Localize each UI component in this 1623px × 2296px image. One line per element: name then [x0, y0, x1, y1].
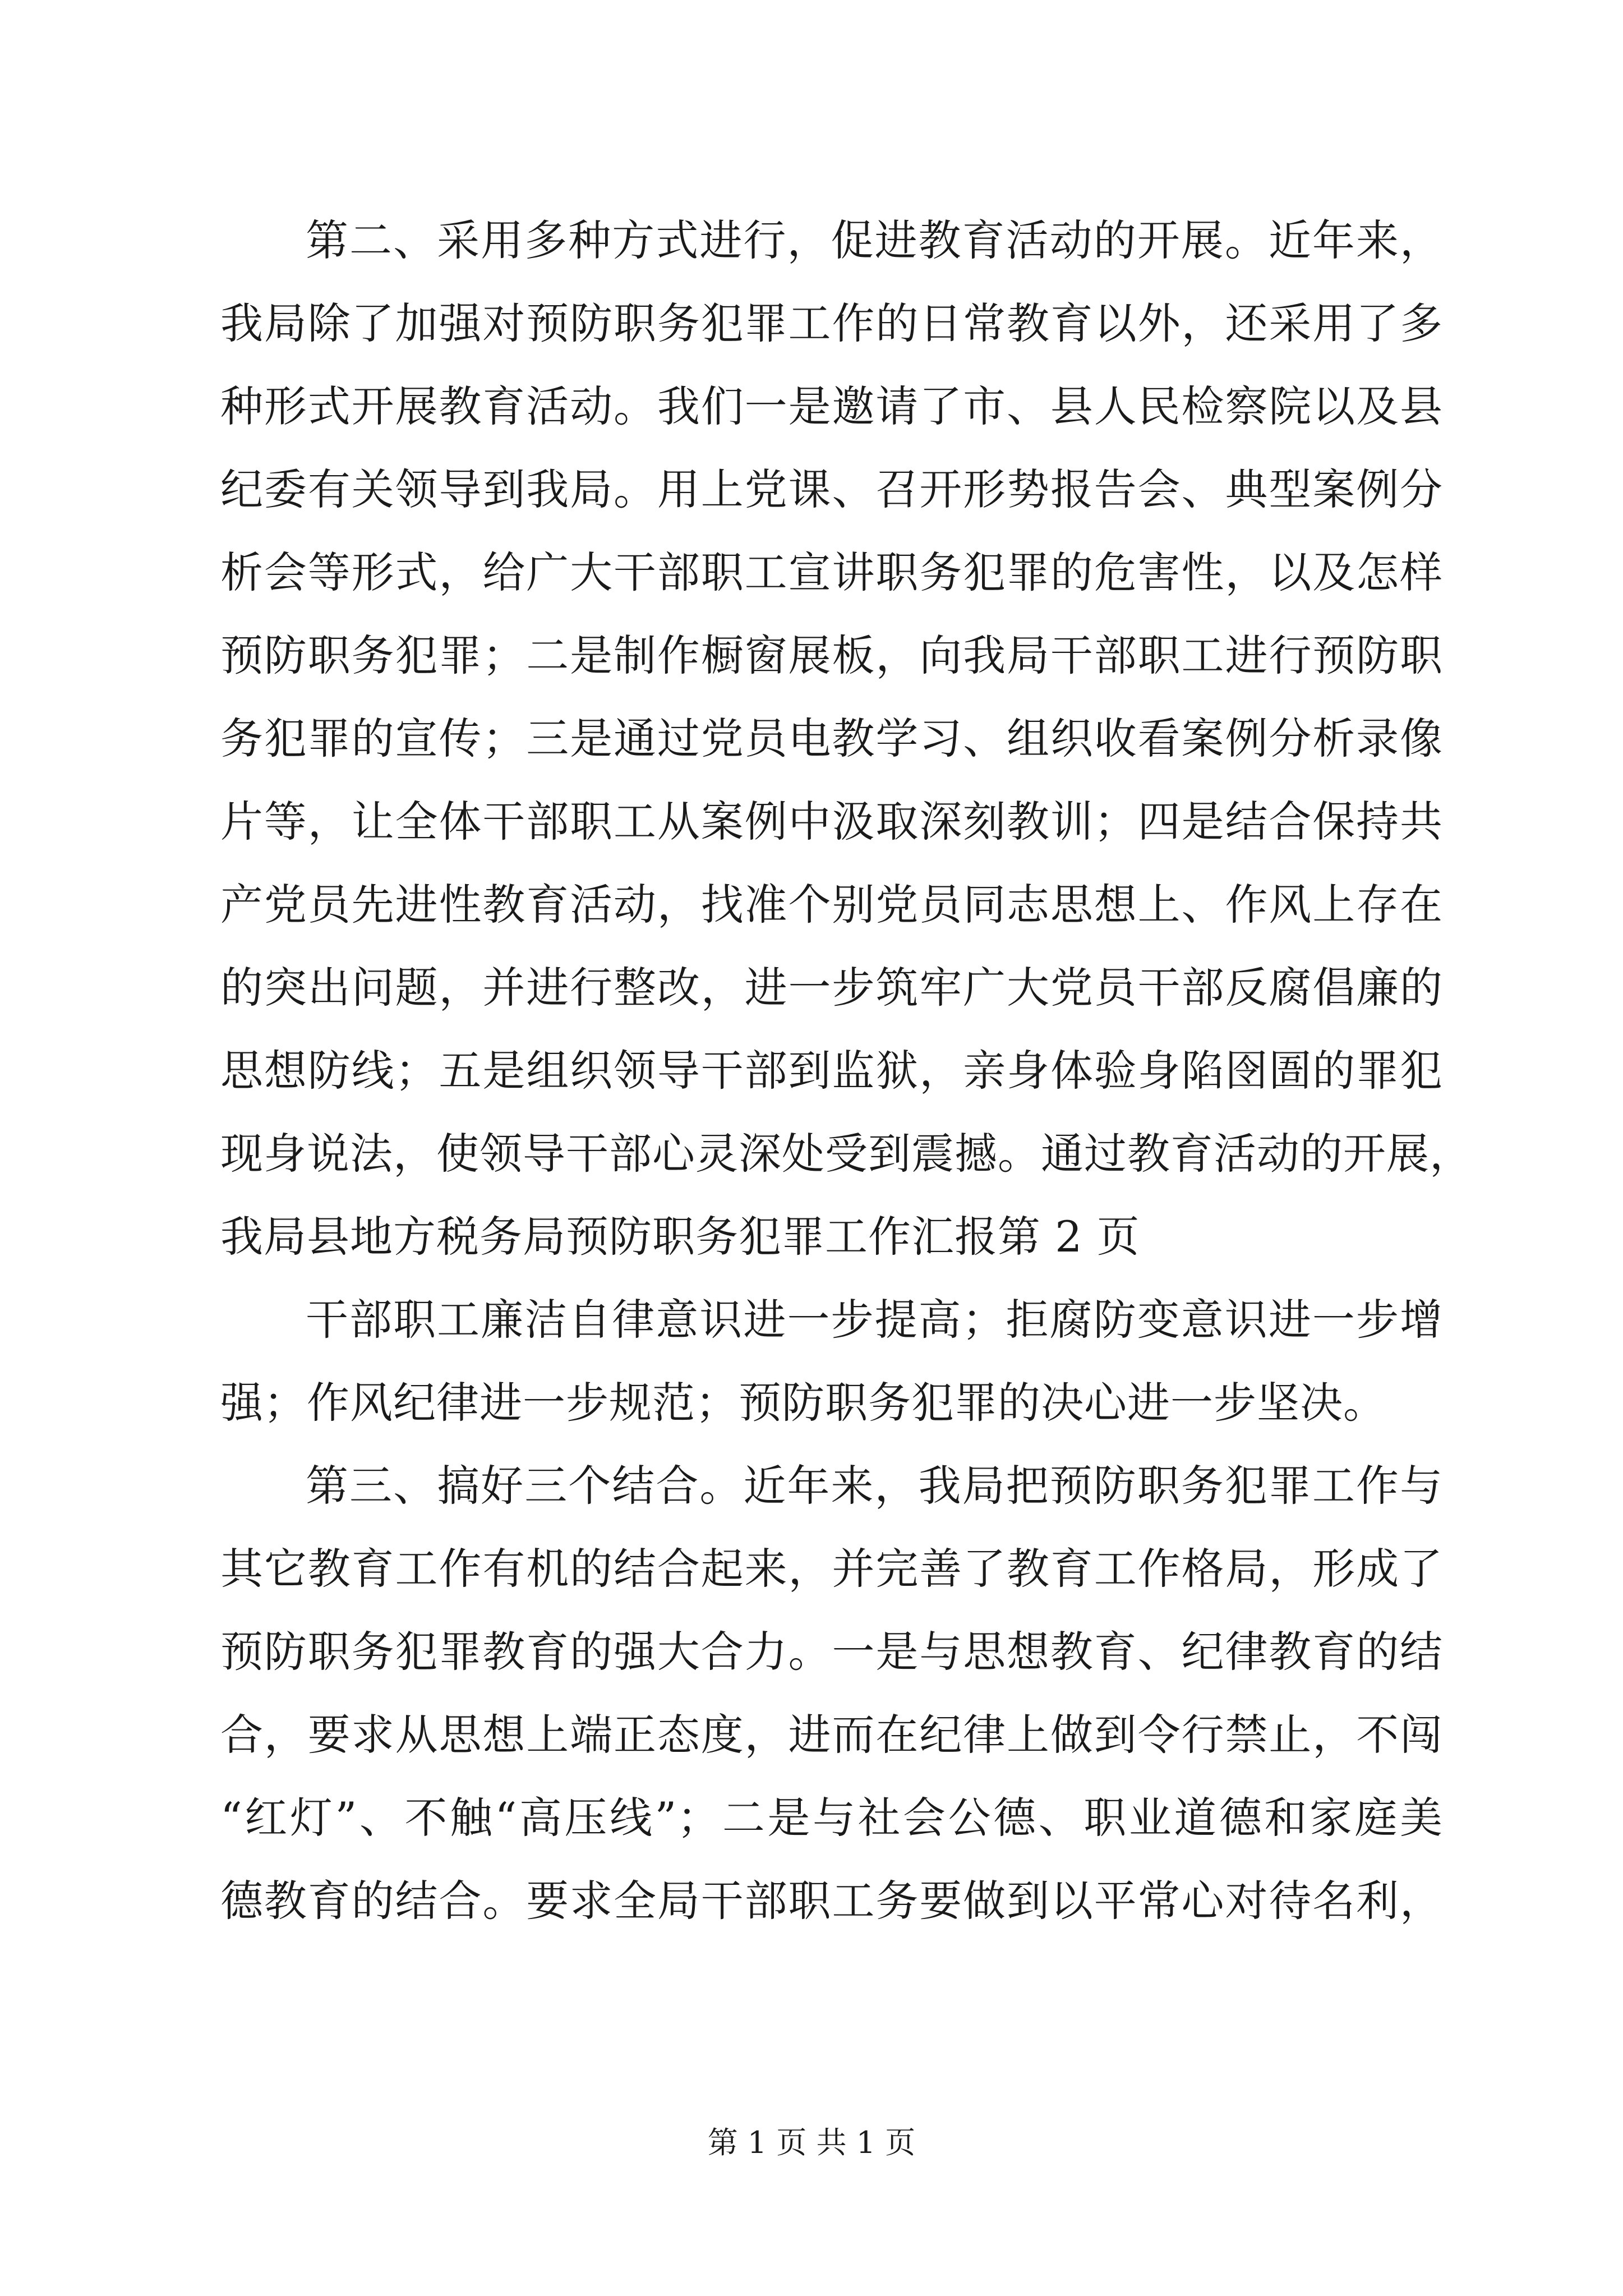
text-line: 预防职务犯罪教育的强大合力。一是与思想教育、纪律教育的结	[220, 1627, 1443, 1677]
text-line: 干部职工廉洁自律意识进一步提高；拒腐防变意识进一步增	[306, 1295, 1443, 1345]
document-body	[220, 199, 1473, 1943]
text-line: 德教育的结合。要求全局干部职工务要做到以平常心对待名利，	[220, 1876, 1443, 1926]
text-line: 思想防线；五是组织领导干部到监狱，亲身体验身陷囹圄的罪犯	[220, 1046, 1443, 1096]
text-line: 务犯罪的宣传；三是通过党员电教学习、组织收看案例分析录像	[220, 714, 1443, 763]
page-footer	[0, 2120, 1623, 2165]
text-line: 的突出问题，并进行整改，进一步筑牢广大党员干部反腐倡廉的	[220, 963, 1443, 1013]
text-line: 纪委有关领导到我局。用上党课、召开形势报告会、典型案例分	[220, 464, 1443, 514]
text-line: 析会等形式，给广大干部职工宣讲职务犯罪的危害性，以及怎样	[220, 547, 1443, 597]
paragraph-2	[220, 199, 1473, 1278]
text-line: 种形式开展教育活动。我们一是邀请了市、县人民检察院以及县	[220, 381, 1443, 431]
text-line: 合，要求从思想上端正态度，进而在纪律上做到令行禁止，不闯	[220, 1710, 1443, 1760]
paragraph-3	[220, 1444, 1443, 1943]
text-line: 我局除了加强对预防职务犯罪工作的日常教育以外，还采用了多	[220, 298, 1443, 348]
text-line: 产党员先进性教育活动，找准个别党员同志思想上、作风上存在	[220, 880, 1443, 930]
text-line: 强；作风纪律进一步规范；预防职务犯罪的决心进一步坚决。	[220, 1378, 1386, 1428]
text-line: “红灯”、不触“高压线”；二是与社会公德、职业道德和家庭美	[220, 1793, 1443, 1843]
text-line: 片等，让全体干部职工从案例中汲取深刻教训；四是结合保持共	[220, 797, 1443, 846]
text-line: 我局县地方税务局预防职务犯罪工作汇报第 2 页	[220, 1212, 1140, 1262]
text-line: 第三、搞好三个结合。近年来，我局把预防职务犯罪工作与	[306, 1461, 1443, 1511]
paragraph-continuation	[220, 1278, 1443, 1444]
text-line: 预防职务犯罪；二是制作橱窗展板，向我局干部职工进行预防职	[220, 631, 1443, 680]
page-number-label: 第 1 页 共 1 页	[707, 2125, 916, 2160]
text-line: 其它教育工作有机的结合起来，并完善了教育工作格局，形成了	[220, 1544, 1443, 1594]
text-line: 现身说法，使领导干部心灵深处受到震撼。通过教育活动的开展，	[220, 1129, 1473, 1179]
text-line: 第二、采用多种方式进行，促进教育活动的开展。近年来，	[306, 215, 1443, 265]
